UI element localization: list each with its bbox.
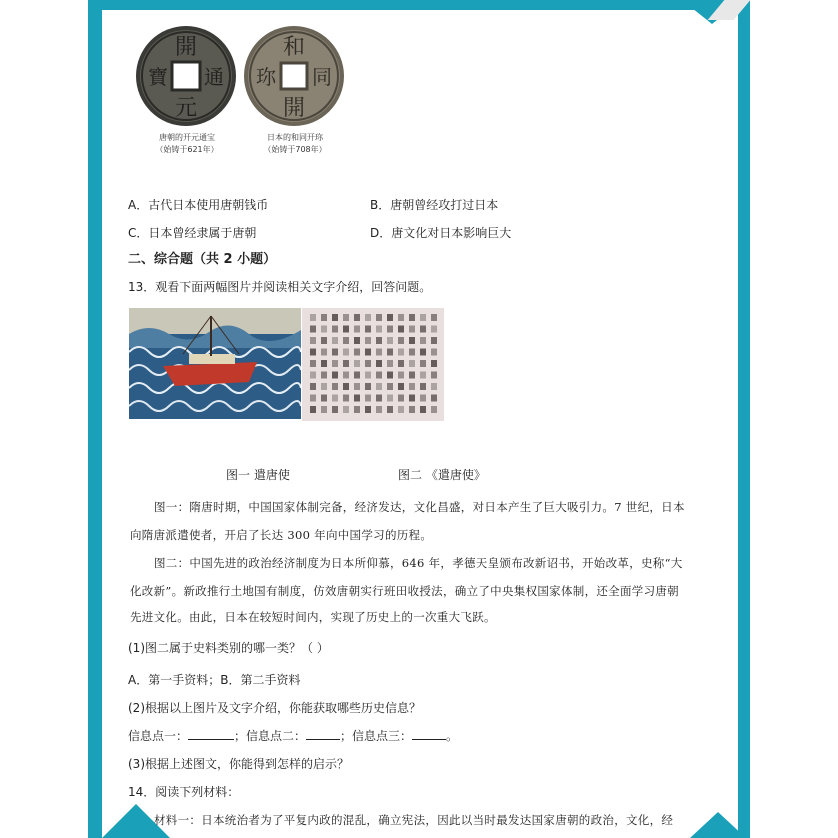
kaiyuan-tongbao-coin-image bbox=[134, 24, 238, 128]
manuscript-glyph bbox=[365, 395, 371, 402]
manuscript-glyph bbox=[398, 372, 404, 379]
manuscript-glyph bbox=[409, 372, 415, 379]
option-c: C．日本曾经隶属于唐朝 bbox=[128, 226, 257, 240]
coin1-char-top: 開 bbox=[174, 35, 198, 60]
manuscript-glyph bbox=[398, 395, 404, 402]
manuscript-glyph bbox=[431, 349, 437, 356]
manuscript-glyph bbox=[387, 349, 393, 356]
manuscript-glyph bbox=[354, 372, 360, 379]
manuscript-glyph bbox=[365, 349, 371, 356]
coin1-char-left: 寶 bbox=[148, 65, 168, 89]
manuscript-glyph bbox=[310, 349, 316, 356]
q13-sub1: (1)图二属于史料类别的哪一类？（ ） bbox=[128, 641, 329, 655]
manuscript-glyph bbox=[420, 349, 426, 356]
manuscript-glyph bbox=[354, 314, 360, 321]
manuscript-glyph bbox=[310, 314, 316, 321]
coin2-char-bottom: 開 bbox=[282, 96, 306, 121]
manuscript-glyph bbox=[310, 337, 316, 344]
manuscript-glyph bbox=[376, 314, 382, 321]
manuscript-glyph bbox=[409, 395, 415, 402]
manuscript-glyph bbox=[431, 337, 437, 344]
manuscript-glyph bbox=[387, 337, 393, 344]
manuscript-glyph bbox=[376, 372, 382, 379]
manuscript-glyph bbox=[398, 326, 404, 333]
manuscript-glyph bbox=[420, 383, 426, 390]
coin1-char-right: 通 bbox=[204, 65, 224, 89]
manuscript-glyph bbox=[343, 314, 349, 321]
manuscript-glyph bbox=[332, 337, 338, 344]
manuscript-glyph bbox=[387, 314, 393, 321]
manuscript-glyph bbox=[431, 406, 437, 413]
manuscript-glyph bbox=[420, 395, 426, 402]
manuscript-glyph bbox=[343, 383, 349, 390]
q13-prompt: 13．观看下面两幅图片并阅读相关文字介绍，回答问题。 bbox=[128, 280, 432, 294]
manuscript-glyph bbox=[409, 383, 415, 390]
q14-material1: 材料一：日本统治者为了平复内政的混乱，确立宪法，因此以当时最发达国家唐朝的政治，文化，经 bbox=[154, 813, 674, 827]
coin2-char-left: 珎 bbox=[256, 65, 276, 89]
para2-line2: 化改新”。新政推行土地国有制度，仿效唐朝实行班田收授法，确立了中央集权国家体制，还全面学习唐朝 bbox=[130, 584, 679, 598]
manuscript-glyph bbox=[354, 337, 360, 344]
manuscript-glyph bbox=[321, 406, 327, 413]
manuscript-glyph bbox=[398, 337, 404, 344]
manuscript-glyph bbox=[409, 360, 415, 367]
manuscript-glyph bbox=[321, 326, 327, 333]
manuscript-glyph bbox=[409, 314, 415, 321]
manuscript-glyph bbox=[321, 337, 327, 344]
manuscript-glyph bbox=[431, 395, 437, 402]
manuscript-glyph bbox=[332, 372, 338, 379]
option-d: D．唐文化对日本影响巨大 bbox=[370, 226, 512, 240]
manuscript-glyph bbox=[365, 337, 371, 344]
coin2-caption bbox=[240, 132, 350, 156]
manuscript-glyph bbox=[332, 314, 338, 321]
info-point1-blank[interactable] bbox=[188, 727, 234, 740]
manuscript-glyph bbox=[365, 406, 371, 413]
manuscript-glyph bbox=[343, 406, 349, 413]
manuscript-glyph bbox=[332, 395, 338, 402]
manuscript-glyph bbox=[354, 383, 360, 390]
para2-line1: 图二：中国先进的政治经济制度为日本所仰慕，646 年，孝德天皇颁布改新诏书，开始改革，史称“大 bbox=[154, 556, 683, 570]
manuscript-glyph bbox=[343, 360, 349, 367]
coin2-char-right: 同 bbox=[312, 65, 332, 89]
figure1-caption: 图一 遣唐使 bbox=[226, 468, 290, 482]
figure2-caption: 图二 《遣唐使》 bbox=[398, 468, 486, 482]
info-end-mark: 。 bbox=[446, 729, 459, 743]
info-point2-blank[interactable] bbox=[306, 727, 340, 740]
manuscript-glyph bbox=[343, 349, 349, 356]
manuscript-glyph bbox=[420, 406, 426, 413]
section-title: 二、综合题（共 2 小题） bbox=[128, 252, 277, 267]
option-b: B．唐朝曾经攻打过日本 bbox=[370, 198, 499, 212]
document-page bbox=[102, 10, 738, 838]
manuscript-glyph bbox=[310, 360, 316, 367]
manuscript-glyph bbox=[354, 406, 360, 413]
info-point2-label: ；信息点二： bbox=[234, 729, 307, 743]
manuscript-glyph bbox=[431, 326, 437, 333]
info-points-line bbox=[128, 727, 458, 745]
manuscript-glyph bbox=[332, 406, 338, 413]
para1-line1: 图一：隋唐时期，中国国家体制完备，经济发达，文化昌盛，对日本产生了巨大吸引力。7 世纪，日本 bbox=[154, 500, 685, 514]
frame-top-bar bbox=[88, 0, 750, 10]
manuscript-glyph bbox=[310, 383, 316, 390]
manuscript-glyph bbox=[365, 383, 371, 390]
manuscript-glyph bbox=[321, 383, 327, 390]
manuscript-glyph bbox=[310, 372, 316, 379]
manuscript-glyph bbox=[321, 372, 327, 379]
manuscript-glyph bbox=[354, 326, 360, 333]
manuscript-glyph bbox=[420, 326, 426, 333]
manuscript-glyph bbox=[409, 326, 415, 333]
manuscript-glyph bbox=[332, 383, 338, 390]
info-point1-label: 信息点一： bbox=[128, 729, 189, 743]
manuscript-glyph bbox=[409, 406, 415, 413]
coin2-caption-date: （始铸于708年） bbox=[263, 145, 327, 154]
manuscript-glyph bbox=[310, 395, 316, 402]
manuscript-glyph bbox=[354, 395, 360, 402]
q14-prompt: 14．阅读下列材料： bbox=[128, 785, 240, 799]
manuscript-glyph bbox=[376, 360, 382, 367]
manuscript-glyph bbox=[398, 349, 404, 356]
manuscript-glyph bbox=[387, 395, 393, 402]
para2-line3: 先进文化。由此，日本在较短时间内，实现了历史上的一次重大飞跃。 bbox=[130, 610, 496, 624]
manuscript-glyph bbox=[387, 326, 393, 333]
manuscript-glyph bbox=[321, 349, 327, 356]
manuscript-glyph bbox=[343, 337, 349, 344]
manuscript-glyph bbox=[420, 360, 426, 367]
envoy-ship-painting bbox=[129, 308, 301, 419]
manuscript-glyph bbox=[376, 406, 382, 413]
manuscript-glyph bbox=[343, 395, 349, 402]
manuscript-glyph bbox=[376, 337, 382, 344]
manuscript-glyph bbox=[365, 314, 371, 321]
manuscript-glyph bbox=[321, 360, 327, 367]
manuscript-glyph bbox=[431, 372, 437, 379]
para1-line2: 向隋唐派遣使者，开启了长达 300 年向中国学习的历程。 bbox=[130, 528, 433, 542]
q13-sub1-options: A．第一手资料；B．第二手资料 bbox=[128, 673, 301, 687]
manuscript-glyph bbox=[332, 360, 338, 367]
coin2-char-top: 和 bbox=[282, 35, 306, 60]
manuscript-glyph bbox=[365, 360, 371, 367]
coin1-char-bottom: 元 bbox=[174, 96, 198, 121]
manuscript-glyph bbox=[343, 372, 349, 379]
manuscript-glyph bbox=[354, 360, 360, 367]
manuscript-glyph bbox=[332, 349, 338, 356]
manuscript-glyph bbox=[431, 383, 437, 390]
manuscript-glyph bbox=[387, 360, 393, 367]
envoy-manuscript-image bbox=[302, 308, 444, 421]
manuscript-glyph bbox=[343, 326, 349, 333]
manuscript-glyph bbox=[387, 406, 393, 413]
manuscript-glyph bbox=[310, 406, 316, 413]
manuscript-glyph bbox=[376, 349, 382, 356]
manuscript-glyph bbox=[376, 395, 382, 402]
info-point3-blank[interactable] bbox=[412, 727, 446, 740]
coin1-caption-date: （始铸于621年） bbox=[155, 145, 219, 154]
manuscript-glyph bbox=[376, 326, 382, 333]
manuscript-glyph bbox=[310, 326, 316, 333]
manuscript-glyph bbox=[420, 337, 426, 344]
info-point3-label: ；信息点三： bbox=[340, 729, 413, 743]
manuscript-glyph bbox=[321, 314, 327, 321]
manuscript-glyph bbox=[398, 383, 404, 390]
q13-sub2: (2)根据以上图片及文字介绍，你能获取哪些历史信息？ bbox=[128, 701, 422, 715]
manuscript-glyph bbox=[409, 349, 415, 356]
manuscript-glyph bbox=[387, 383, 393, 390]
manuscript-glyph bbox=[365, 372, 371, 379]
manuscript-glyph bbox=[354, 349, 360, 356]
coin1-caption bbox=[132, 132, 242, 156]
manuscript-glyph bbox=[420, 314, 426, 321]
manuscript-glyph bbox=[321, 395, 327, 402]
coin1-caption-name: 唐朝的开元通宝 bbox=[159, 133, 215, 142]
manuscript-glyph bbox=[332, 326, 338, 333]
manuscript-glyph bbox=[409, 337, 415, 344]
manuscript-glyph bbox=[420, 372, 426, 379]
manuscript-glyph bbox=[431, 360, 437, 367]
manuscript-glyph bbox=[398, 406, 404, 413]
manuscript-glyph bbox=[376, 383, 382, 390]
frame-left-bar bbox=[88, 0, 102, 838]
manuscript-glyph bbox=[365, 326, 371, 333]
frame-right-bar bbox=[738, 0, 750, 838]
option-a: A．古代日本使用唐朝钱币 bbox=[128, 198, 269, 212]
manuscript-glyph bbox=[398, 360, 404, 367]
q13-sub3: (3)根据上述图文，你能得到怎样的启示？ bbox=[128, 757, 349, 771]
manuscript-glyph bbox=[431, 314, 437, 321]
wado-kaichin-coin-image bbox=[242, 24, 346, 128]
manuscript-glyph bbox=[398, 314, 404, 321]
manuscript-glyph bbox=[387, 372, 393, 379]
coin2-caption-name: 日本的和同开珎 bbox=[267, 133, 323, 142]
